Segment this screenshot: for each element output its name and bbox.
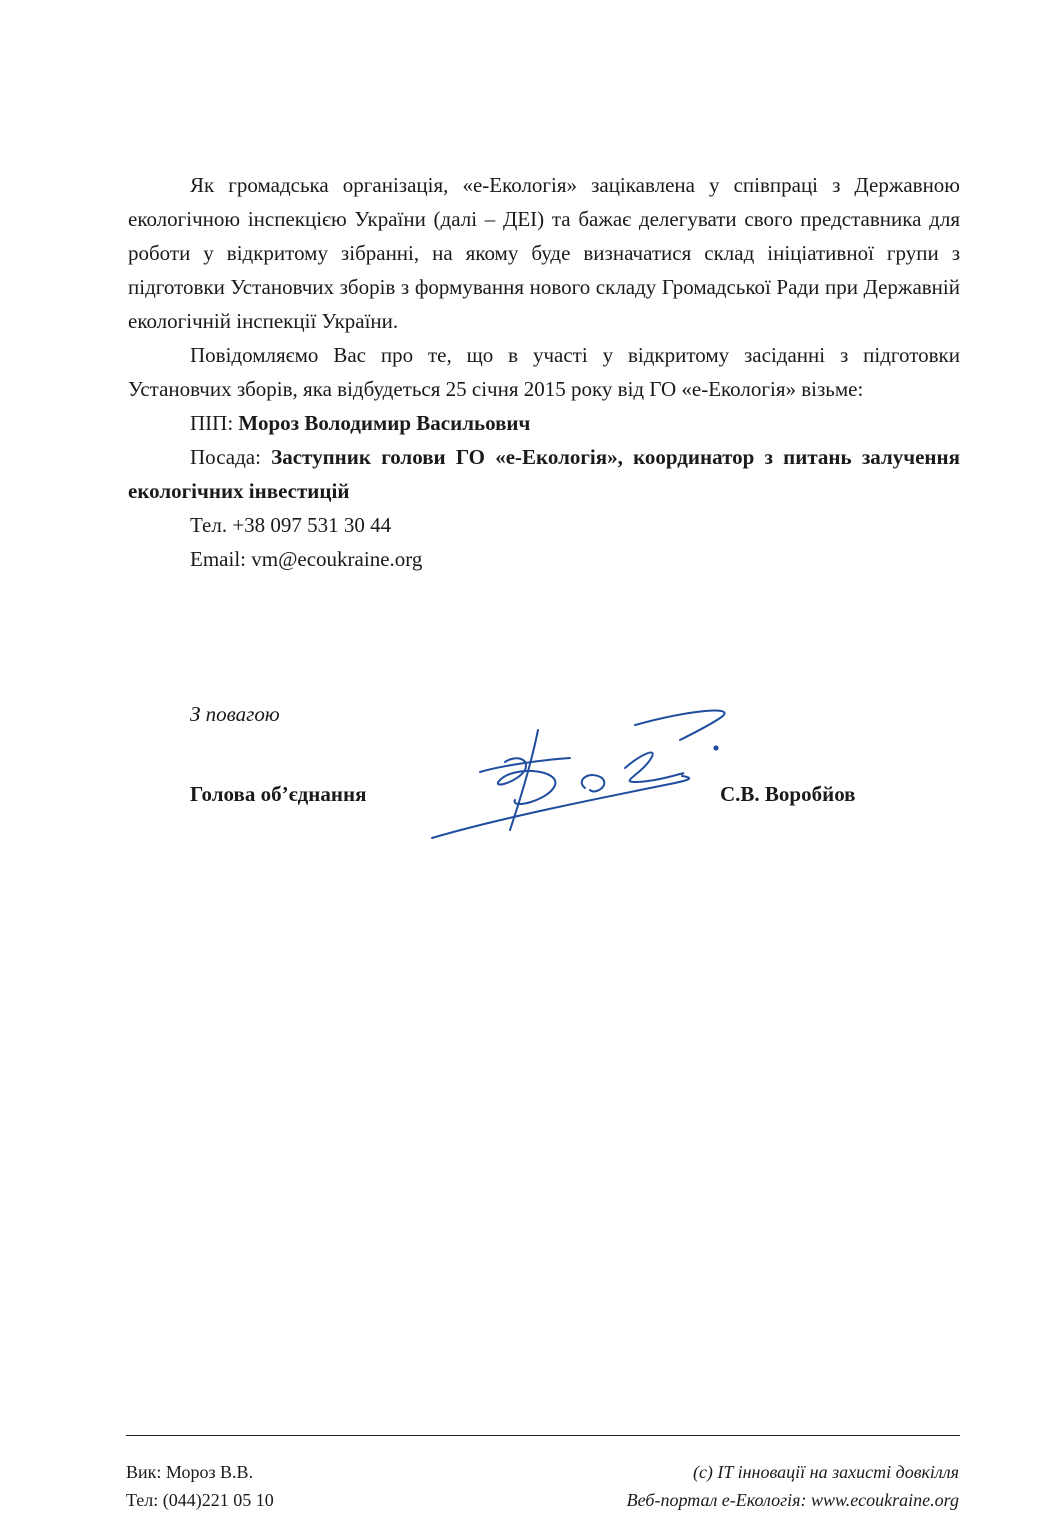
signatory-title: Голова об’єднання bbox=[190, 782, 367, 806]
handwritten-signature bbox=[420, 700, 740, 850]
signatory-name: С.В. Воробйов bbox=[720, 782, 856, 806]
footer-divider bbox=[126, 1435, 960, 1436]
position-value: Заступник голови ГО «е-Екологія», координатор з питань залучення екологічних інвестицій bbox=[128, 445, 960, 503]
footer-contacts bbox=[126, 1458, 274, 1514]
letter-body bbox=[128, 168, 960, 576]
footer-executor-phone: Тел: (044)221 05 10 bbox=[126, 1490, 274, 1510]
pib-label: ПІП: bbox=[190, 411, 239, 435]
footer-portal: Веб-портал е-Екологія: www.ecoukraine.org bbox=[626, 1490, 959, 1510]
phone-line: Тел. +38 097 531 30 44 bbox=[190, 513, 392, 537]
footer-branding bbox=[627, 1458, 959, 1514]
footer-executor: Вик: Мороз В.В. bbox=[126, 1462, 254, 1482]
pib-value: Мороз Володимир Васильович bbox=[238, 411, 531, 435]
paragraph-notice: Повідомляємо Вас про те, що в участі у відкритому засіданні з підготовки Установчих зборів, яка відбудеться 25 січня 2015 року від ГО «е-Екологія» візьме: bbox=[128, 343, 960, 401]
paragraph-intro: Як громадська організація, «е-Екологія» зацікавлена у співпраці з Державною екологічною інспекцією України (далі – ДЕІ) та бажає делегувати свого представника для роботи у відкритому зібранні, на якому буде визначатися склад ініціативної групи з підготовки Установчих зборів з формування нового складу Громадської Ради при Державній екологічній інспекції України. bbox=[128, 173, 960, 333]
position-label: Посада: bbox=[190, 445, 272, 469]
email-line: Email: vm@ecoukraine.org bbox=[190, 547, 423, 571]
footer-slogan: (c) IT інновації на захисті довкілля bbox=[692, 1462, 959, 1482]
pib-line bbox=[128, 406, 960, 440]
closing-phrase: З повагою bbox=[190, 702, 280, 726]
position-line bbox=[128, 440, 960, 508]
